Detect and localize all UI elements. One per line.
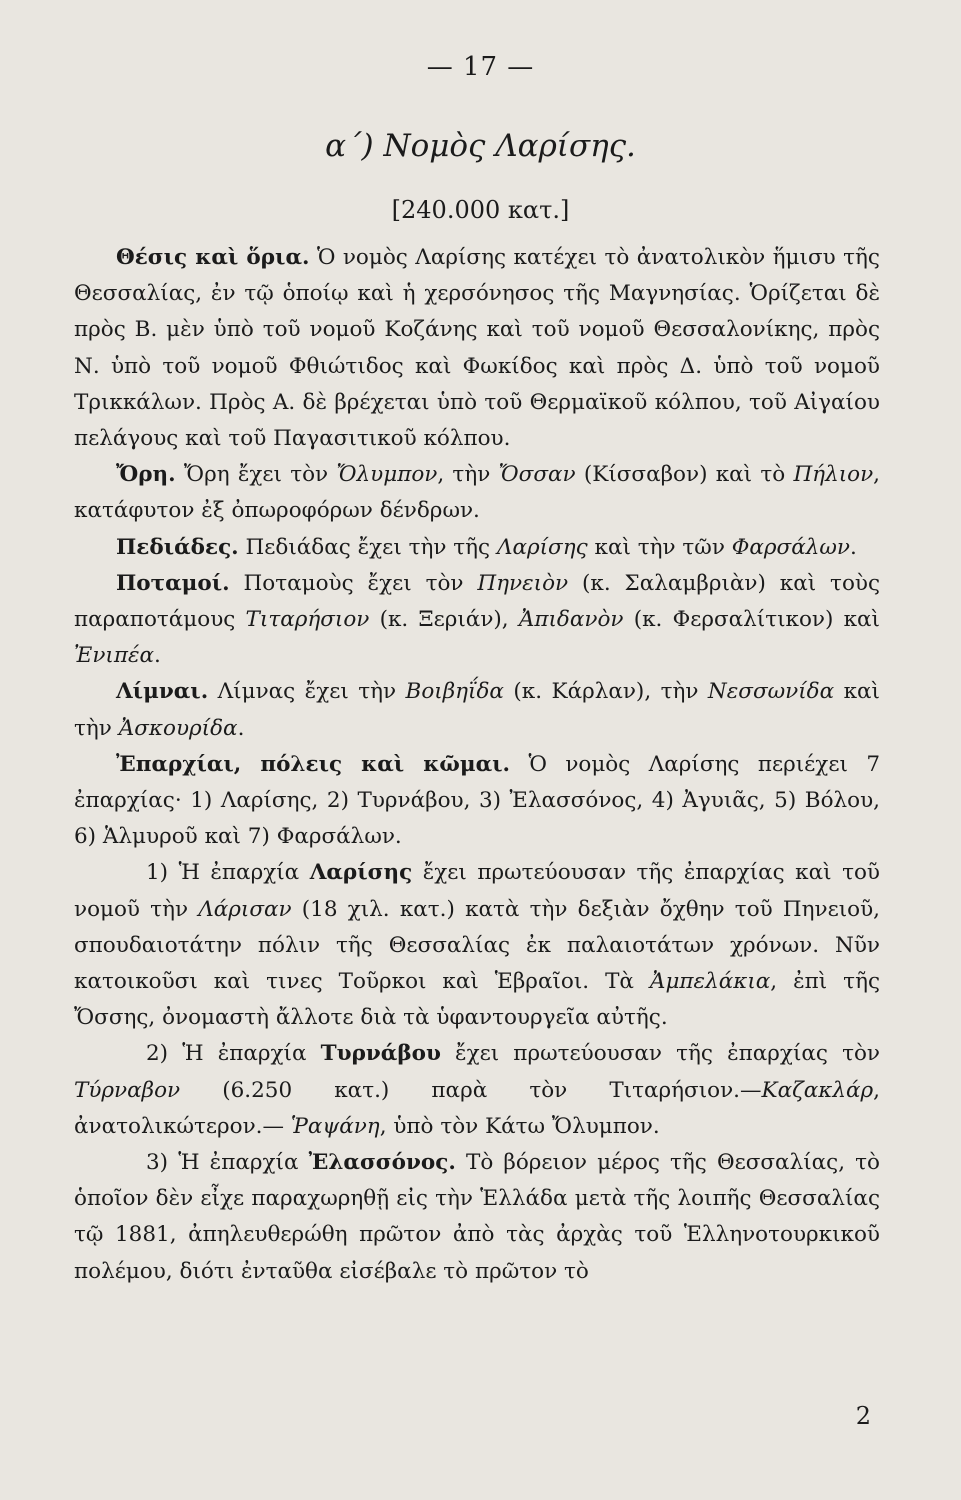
paragraph-ori [74,457,880,529]
text-potamoi-a: Ποταμοὺς ἔχει τὸν [243,570,464,596]
name-farsalon: Φαρσάλων [731,534,850,560]
text-e2-c: (6.250 κατ.) παρὰ τὸν Τιταρήσιον.— [222,1077,762,1103]
text-pediades-b: καὶ τὴν τῶν [594,534,725,560]
text-ori-c: (Κίσσαβον) καὶ τὸ [583,462,786,488]
heading-larisis: Λαρίσης [309,860,413,886]
text-e3-a: 3) Ἡ ἐπαρχία [146,1150,299,1176]
name-voivida: Βοιβηΐδα [405,679,504,705]
paragraph-eparchiai [74,747,880,856]
text-limnai-a: Λίμνας ἔχει τὴν [217,679,397,705]
paragraph-pediades [74,530,880,566]
text-ori-b: , τὴν [437,462,491,488]
population-note: [240.000 κατ.] [391,196,570,224]
paragraph-limnai [74,674,880,746]
name-pilion: Πήλιον [793,462,874,488]
text-e1-d: , ἐπὶ τῆς Ὄσσης, ὀνομαστὴ ἄλλοτε διὰ τὰ ὑφαντουργεῖα αὐτῆς. [74,969,880,1031]
text-ori-d: , κατάφυτον ἐξ ὀπωροφόρων δένδρων. [74,462,880,524]
text-potamoi-d: (κ. Φερσαλίτικον) καὶ [633,607,880,633]
text-theseis: Ὁ νομὸς Λαρίσης κατέχει τὸ ἀνατολικὸν ἥμισυ τῆς Θεσσαλίας, ἐν τῷ ὁποίῳ καὶ ἡ χερσόνησος τῆς Μαγνησίας. Ὁρίζεται δὲ πρὸς Β. μὲν ὑπὸ τοῦ νομοῦ Κοζάνης καὶ τοῦ νομοῦ Θεσσαλονίκης, πρὸς Ν. ὑπὸ τοῦ νομοῦ Φθιώτιδος καὶ Φωκίδος καὶ πρὸς Δ. ὑπὸ τοῦ νομοῦ Τρικκάλων. Πρὸς Α. δὲ βρέχεται ὑπὸ τοῦ Θερμαϊκοῦ κόλπου, τοῦ Αἰγαίου πελάγους καὶ τοῦ Παγασιτικοῦ κόλπου. [74,245,880,452]
text-limnai-c: καὶ τὴν [74,679,880,741]
heading-eparchiai: Ἐπαρχίαι, πόλεις καὶ κῶμαι. [116,751,511,777]
heading-elassonos: Ἐλασσόνος. [308,1150,456,1176]
text-e2-d: , ἀνατολικώτερον.— [74,1077,880,1139]
name-ampelakia: Ἀμπελάκια [649,969,771,995]
name-apidanon: Ἀπιδανὸν [518,607,624,633]
heading-theseis: Θέσις καὶ ὅρια. [116,245,310,270]
text-limnai-d: . [237,715,245,741]
paragraph-eparchia-2 [74,1036,880,1145]
body-text [74,240,880,1290]
text-potamoi-b: (κ. Σαλαμβριὰν) καὶ τοὺς παραποτάμους [74,570,880,633]
paragraph-theseis [74,240,880,457]
heading-ori: Ὄρη. [116,462,176,488]
text-limnai-b: (κ. Κάρλαν), τὴν [513,679,699,705]
name-tyrnavon: Τύρναβον [74,1077,181,1103]
text-pediades-c: . [849,534,857,560]
name-enipea: Ἐνιπέα [74,643,155,669]
text-e2-e: , ὑπὸ τὸν Κάτω Ὄλυμπον. [379,1113,660,1139]
name-kazaklar: Καζακλάρ [761,1077,874,1103]
text-potamoi-e: . [154,643,161,669]
text-e1-b: ἔχει πρωτεύουσαν τῆς ἐπαρχίας καὶ τοῦ νομοῦ τὴν [74,860,880,922]
page-number: — 17 — [426,52,535,82]
name-ossa: Ὄσσαν [498,462,576,488]
name-larisan: Λάρισαν [198,896,292,922]
text-potamoi-c: (κ. Ξεριάν), [379,607,509,633]
paragraph-eparchia-3 [74,1145,880,1290]
section-title: α΄) Νομὸς Λαρίσης. [325,128,636,164]
text-eparchiai: Ὁ νομὸς Λαρίσης περιέχει 7 ἐπαρχίας· 1) Λαρίσης, 2) Τυρνάβου, 3) Ἐλασσόνος, 4) Ἀγυιᾶς, 5) Βόλου, 6) Ἁλμυροῦ καὶ 7) Φαρσάλων. [74,751,880,850]
text-e3-b: Τὸ βόρειον μέρος τῆς Θεσσαλίας, τὸ ὁποῖον δὲν εἶχε παραχωρηθῇ εἰς τὴν Ἑλλάδα μετὰ τῆς λοιπῆς Θεσσαλίας τῷ 1881, ἀπηλευθερώθη πρῶτον ἀπὸ τὰς ἀρχὰς τοῦ Ἑλληνοτουρκικοῦ πολέμου, διότι ἐνταῦθα εἰσέβαλε τὸ πρῶτον τὸ [74,1150,880,1284]
name-olympos: Ὄλυμπον [336,462,438,488]
text-e1-a: 1) Ἡ ἐπαρχία [146,860,300,886]
signature-mark: 2 [855,1402,871,1430]
name-titarision: Τιταρήσιον [245,607,370,633]
text-e2-b: ἔχει πρωτεύουσαν τῆς ἐπαρχίας τὸν [455,1041,880,1067]
text-e2-a: 2) Ἡ ἐπαρχία [146,1041,307,1067]
name-askourida: Ἀσκουρίδα [118,715,238,741]
name-nessonida: Νεσσωνίδα [707,679,835,705]
text-e1-c: (18 χιλ. κατ.) κατὰ τὴν δεξιὰν ὄχθην τοῦ Πηνειοῦ, σπουδαιοτάτην πόλιν τῆς Θεσσαλίας ἐκ παλαιοτάτων χρόνων. Νῦν κατοικοῦσι καὶ τινες Τοῦρκοι καὶ Ἑβραῖοι. Τὰ [74,896,880,995]
paragraph-eparchia-1 [74,855,880,1036]
name-pineion: Πηνειὸν [477,570,569,596]
heading-pediades: Πεδιάδες. [116,534,239,560]
heading-tyrnavou: Τυρνάβου [320,1041,441,1067]
heading-potamoi: Ποταμοί. [116,570,230,596]
heading-limnai: Λίμναι. [116,679,209,705]
text-ori-a: Ὄρη ἔχει τὸν [183,462,329,488]
text-pediades-a: Πεδιάδας ἔχει τὴν τῆς [245,534,491,560]
name-larisis: Λαρίσης [496,534,588,560]
name-rapsani: Ῥαψάνη [290,1113,380,1139]
paragraph-potamoi [74,566,880,675]
